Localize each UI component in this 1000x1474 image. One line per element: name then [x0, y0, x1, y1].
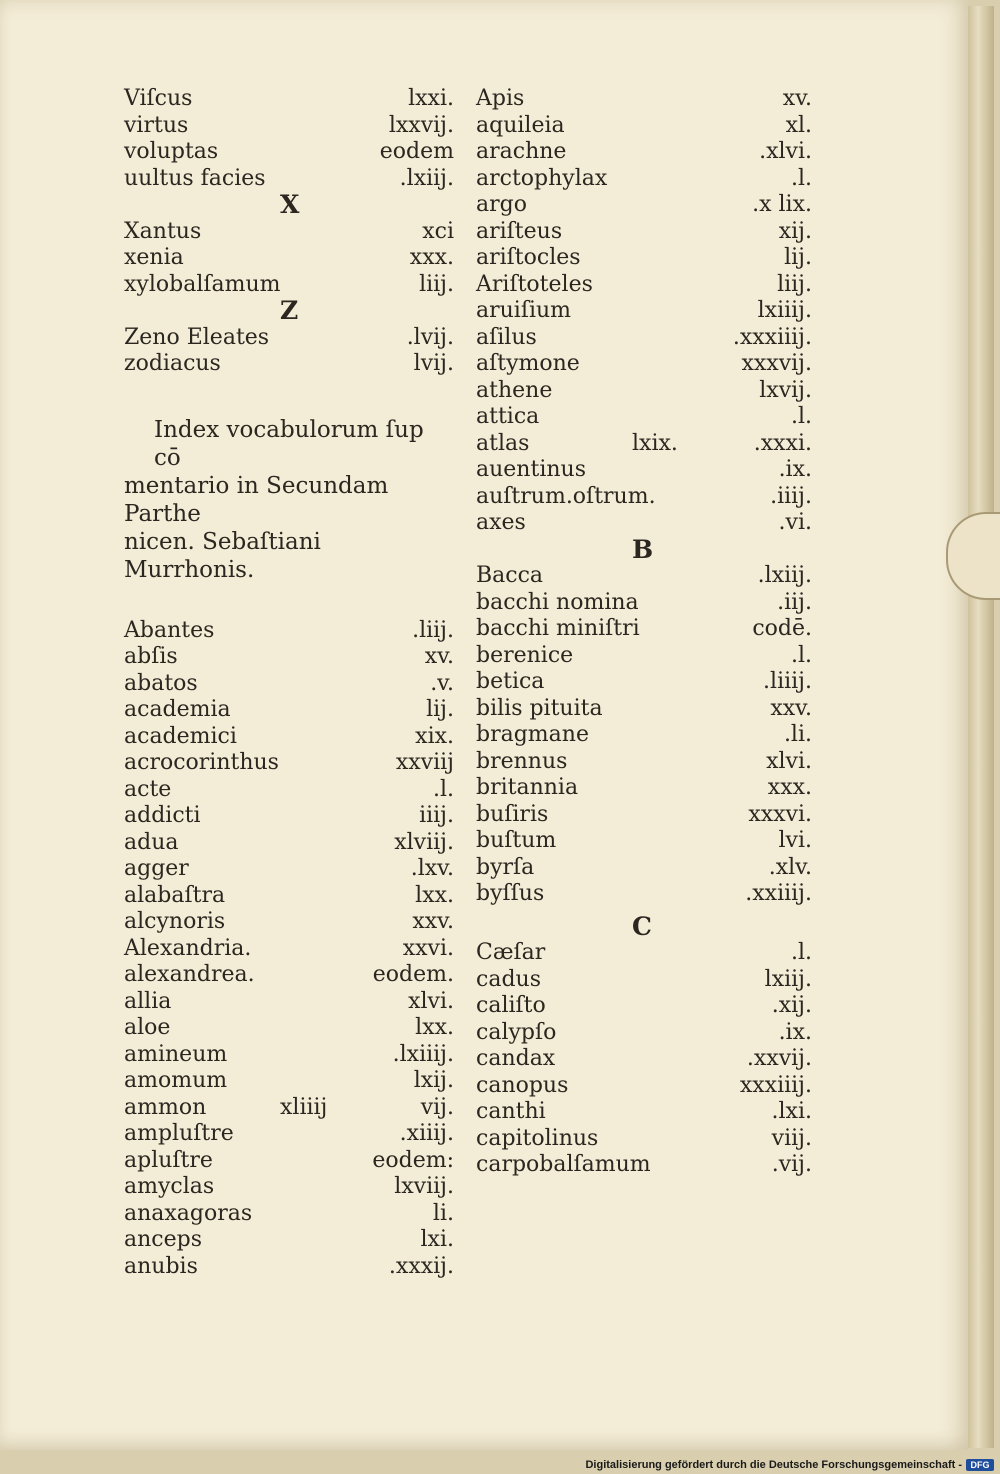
- index-page-ref: .ix.: [778, 457, 812, 482]
- index-page-ref: .lxiij.: [757, 563, 812, 588]
- index-entry: [476, 510, 812, 537]
- index-entry: [124, 671, 454, 698]
- index-page-ref: .liij.: [412, 617, 454, 643]
- index-word: bragmane: [476, 722, 589, 747]
- index-entry: [476, 113, 812, 140]
- index-entry: [476, 967, 812, 994]
- index-word: Abantes: [124, 617, 215, 643]
- index-entry: [476, 325, 812, 352]
- index-word: Xantus: [124, 218, 202, 244]
- index-entry: [124, 883, 454, 910]
- index-page-ref: .l.: [790, 940, 812, 965]
- index-word: aquileia: [476, 112, 565, 138]
- index-entry: [124, 245, 454, 272]
- index-page-ref: lvi.: [778, 828, 812, 853]
- index-page-ref: xxx.: [409, 245, 454, 270]
- index-entry: [476, 431, 812, 458]
- index-page-ref: eodem: [379, 139, 454, 164]
- index-word: abatos: [124, 670, 198, 696]
- index-entry: [124, 1095, 454, 1122]
- index-page-ref: .lxiij.: [399, 165, 454, 191]
- index-word: abſis: [124, 644, 178, 669]
- index-page-ref: .xlv.: [768, 854, 812, 880]
- index-page-ref: xxv.: [412, 909, 454, 934]
- index-word: Cæſar: [476, 940, 546, 965]
- index-entry: [124, 1042, 454, 1069]
- index-entry: [476, 192, 812, 219]
- index-word: capitolinus: [476, 1125, 599, 1151]
- section-heading-b: B: [632, 534, 654, 564]
- index-entry: [476, 1126, 812, 1153]
- index-page-ref: .l.: [432, 776, 454, 802]
- index-entry: [124, 989, 454, 1016]
- index-entry: [124, 909, 454, 936]
- index-page-ref: .v.: [430, 670, 454, 696]
- index-entry: [476, 378, 812, 405]
- index-entry: [124, 1254, 454, 1281]
- index-entry: [124, 1227, 454, 1254]
- index-word: addicti: [124, 803, 201, 828]
- index-entry: [476, 696, 812, 723]
- index-page-ref: lxxvij.: [388, 112, 454, 138]
- index-word: athene: [476, 377, 553, 403]
- index-page-ref: xl.: [785, 112, 812, 138]
- index-entry: [476, 1073, 812, 1100]
- index-page-ref: lxxi.: [408, 86, 454, 111]
- footer: [0, 1456, 1000, 1474]
- index-word: buſtum: [476, 828, 557, 853]
- index-page-ref: .xxiiij.: [745, 881, 812, 906]
- index-word: aruiſium: [476, 298, 572, 323]
- index-entry: [476, 1152, 812, 1179]
- index-word: carpobalſamum: [476, 1152, 651, 1177]
- index-word: brennus: [476, 748, 568, 774]
- index-entry: [476, 802, 812, 829]
- index-word: alabaſtra: [124, 882, 226, 908]
- index-word: auentinus: [476, 457, 586, 482]
- index-word: alcynoris: [124, 909, 226, 934]
- index-page-ref: .iiij.: [770, 483, 812, 509]
- index-word: xenia: [124, 245, 184, 270]
- index-entry: [124, 272, 454, 299]
- index-word: ammon: [124, 1094, 207, 1120]
- index-page-ref: .lvij.: [406, 324, 454, 350]
- index-entry: [476, 993, 812, 1020]
- index-entry: [124, 325, 454, 352]
- index-word: attica: [476, 404, 540, 429]
- index-word: academia: [124, 697, 231, 722]
- index-entry: [124, 219, 454, 246]
- index-word: byrſa: [476, 854, 535, 880]
- index-page-ref: .ix.: [778, 1019, 812, 1045]
- index-word: anaxagoras: [124, 1200, 253, 1226]
- index-page-ref: lij.: [426, 697, 454, 722]
- index-word: ampluſtre: [124, 1121, 234, 1146]
- index-page-ref: xxv.: [770, 695, 812, 721]
- index-entry: [476, 86, 812, 113]
- index-word: zodiacus: [124, 351, 221, 376]
- index-entry: [124, 351, 454, 378]
- index-entry: [476, 563, 812, 590]
- index-page-ref: xlvi.: [766, 748, 812, 774]
- index-word: apluſtre: [124, 1147, 213, 1173]
- index-word: voluptas: [124, 139, 219, 164]
- index-page-ref: .lxi.: [771, 1099, 812, 1124]
- index-word: canthi: [476, 1099, 546, 1124]
- index-word: axes: [476, 510, 526, 535]
- index-entry: [476, 590, 812, 617]
- index-entry: [476, 669, 812, 696]
- index-entry: [124, 139, 454, 166]
- index-entry: [476, 643, 812, 670]
- index-entry: [124, 113, 454, 140]
- index-word: Viſcus: [124, 86, 193, 111]
- index-word: arachne: [476, 139, 567, 164]
- index-page-ref: .vij.: [771, 1152, 812, 1177]
- index-entry: [124, 1201, 454, 1228]
- index-page-ref: .li.: [783, 722, 812, 747]
- index-page-ref: xxxvij.: [741, 351, 812, 376]
- index-word: uultus facies: [124, 165, 266, 191]
- index-extra-ref: lxix.: [632, 430, 678, 456]
- index-page-ref: lxij.: [413, 1068, 454, 1093]
- index-word: anceps: [124, 1227, 202, 1252]
- index-word: buſiris: [476, 801, 549, 827]
- index-entry: [124, 166, 454, 193]
- index-word: anubis: [124, 1253, 198, 1279]
- index-page-ref: lxiiij.: [757, 298, 812, 323]
- index-entry: [476, 166, 812, 193]
- index-page-ref: xxviij: [395, 750, 454, 775]
- index-page-ref: .l.: [790, 165, 812, 191]
- page-edge: [968, 6, 994, 1448]
- index-entry: [476, 749, 812, 776]
- index-page-ref: .xxxi.: [753, 430, 812, 456]
- index-entry: [476, 219, 812, 246]
- index-word: allia: [124, 988, 172, 1014]
- index-page-ref: xxx.: [767, 775, 812, 800]
- index-word: amyclas: [124, 1174, 215, 1199]
- index-entry: [476, 775, 812, 802]
- index-page-ref: xv.: [782, 86, 812, 111]
- index-page-ref: xlviij.: [394, 829, 454, 855]
- index-word: candax: [476, 1046, 556, 1071]
- index-entry: [476, 404, 812, 431]
- index-word: xylobalſamum: [124, 271, 281, 297]
- index-page-ref: xci: [422, 218, 454, 244]
- index-entry: [476, 855, 812, 882]
- index-page-ref: .xxxiiij.: [732, 324, 812, 350]
- index-entry: [476, 616, 812, 643]
- index-word: acrocorinthus: [124, 750, 279, 775]
- index-page-ref: vij.: [420, 1094, 454, 1120]
- index-word: Ariſtoteles: [476, 271, 593, 297]
- index-word: arctophylax: [476, 165, 608, 191]
- index-entry: [124, 697, 454, 724]
- index-page-ref: .xlvi.: [759, 139, 812, 164]
- index-entry: [124, 1121, 454, 1148]
- index-word: byſſus: [476, 881, 545, 906]
- index-word: alexandrea.: [124, 962, 255, 987]
- index-page-ref: .l.: [790, 404, 812, 429]
- index-entry: [476, 139, 812, 166]
- index-word: bacchi miniſtri: [476, 616, 640, 641]
- index-word: Zeno Eleates: [124, 324, 270, 350]
- index-entry: [124, 724, 454, 751]
- index-page-ref: liij.: [419, 271, 454, 297]
- index-page-ref: xlvi.: [408, 988, 454, 1014]
- index-page-ref: .vi.: [778, 510, 812, 535]
- index-entry: [476, 351, 812, 378]
- index-word: amineum: [124, 1041, 228, 1067]
- left-index-column: [124, 86, 454, 1280]
- index-page-ref: .liiij.: [763, 669, 812, 694]
- index-word: agger: [124, 856, 189, 881]
- index-word: virtus: [124, 112, 189, 138]
- index-word: berenice: [476, 642, 574, 668]
- index-entry: [124, 1148, 454, 1175]
- index-title: [124, 416, 454, 584]
- index-entry: [124, 830, 454, 857]
- index-entry: [476, 1099, 812, 1126]
- index-word: britannia: [476, 775, 579, 800]
- index-entry: [124, 644, 454, 671]
- index-word: ariſteus: [476, 218, 563, 244]
- funding-notice: Digitalisierung gefördert durch die Deutsche Forschungsgemeinschaft -: [585, 1459, 962, 1471]
- section-heading-c: C: [632, 911, 652, 941]
- index-word: caliſto: [476, 993, 546, 1018]
- index-entry: [476, 940, 812, 967]
- index-entry: [476, 722, 812, 749]
- index-page-ref: liij.: [777, 271, 812, 297]
- index-page-ref: viij.: [771, 1125, 812, 1151]
- index-page-ref: .x lix.: [752, 192, 812, 217]
- index-word: betica: [476, 669, 545, 694]
- index-page-ref: eodem.: [372, 962, 454, 987]
- index-word: amomum: [124, 1068, 228, 1093]
- index-page-ref: xxxvi.: [748, 801, 812, 827]
- index-entry: [124, 86, 454, 113]
- index-word: aſtymone: [476, 351, 580, 376]
- index-page-ref: lxviij.: [394, 1174, 454, 1199]
- index-entry: [476, 881, 812, 908]
- index-word: argo: [476, 192, 527, 217]
- index-page-ref: eodem:: [372, 1147, 454, 1173]
- index-page-ref: xij.: [778, 218, 812, 244]
- index-page-ref: .xij.: [771, 993, 812, 1018]
- index-extra-ref: xliiij: [280, 1094, 328, 1120]
- index-entry: [124, 1174, 454, 1201]
- index-page-ref: .iij.: [777, 589, 812, 615]
- index-title-line: Index vocabulorum ſup cō: [154, 416, 424, 471]
- index-page-ref: xv.: [424, 644, 454, 669]
- index-page-ref: lxx.: [415, 882, 454, 908]
- index-word: calypſo: [476, 1019, 557, 1045]
- index-entry: [476, 484, 812, 511]
- index-word: bilis pituita: [476, 695, 603, 721]
- index-entry: [476, 1046, 812, 1073]
- index-word: atlas: [476, 430, 530, 456]
- index-word: academici: [124, 723, 237, 749]
- index-word: ariſtocles: [476, 245, 581, 270]
- index-entry: [476, 272, 812, 299]
- index-page-ref: lxx.: [415, 1015, 454, 1040]
- index-entry: [124, 750, 454, 777]
- index-entry: [476, 828, 812, 855]
- index-entry: [124, 777, 454, 804]
- index-entry: [476, 1020, 812, 1047]
- section-heading-z: Z: [280, 296, 299, 325]
- index-entry: [124, 936, 454, 963]
- index-entry: [476, 298, 812, 325]
- index-page-ref: .xxxij.: [388, 1253, 454, 1279]
- index-title-line: nicen. Sebaſtiani Murrhonis.: [124, 528, 321, 583]
- index-entry: [124, 1015, 454, 1042]
- index-word: auſtrum.oſtrum.: [476, 483, 656, 509]
- index-page-ref: .xiiij.: [399, 1121, 454, 1146]
- index-page-ref: codē.: [752, 616, 812, 641]
- index-word: cadus: [476, 966, 541, 992]
- section-heading-x: X: [280, 190, 300, 219]
- index-word: aſilus: [476, 324, 537, 350]
- index-entry: [476, 245, 812, 272]
- index-word: acte: [124, 776, 172, 802]
- index-page-ref: xix.: [415, 723, 454, 749]
- index-entry: [476, 457, 812, 484]
- index-entry: [124, 856, 454, 883]
- index-entry: [124, 1068, 454, 1095]
- right-index-column: [476, 86, 812, 1179]
- index-page-ref: .lxiiij.: [392, 1041, 454, 1067]
- index-page-ref: .xxvij.: [746, 1046, 812, 1071]
- index-page-ref: lxiij.: [764, 966, 812, 992]
- index-entry: [124, 803, 454, 830]
- dfg-logo: DFG: [966, 1459, 994, 1471]
- index-page-ref: iiij.: [419, 803, 454, 828]
- index-page-ref: xxvi.: [402, 935, 454, 961]
- index-word: Alexandria.: [124, 935, 252, 961]
- index-word: bacchi nomina: [476, 589, 639, 615]
- index-page-ref: lij.: [784, 245, 812, 270]
- index-page-ref: lxi.: [420, 1227, 454, 1252]
- index-page-ref: .l.: [790, 642, 812, 668]
- index-title-line: mentario in Secundam Parthe: [124, 472, 389, 527]
- index-page-ref: .lxv.: [410, 856, 454, 881]
- index-entry: [124, 618, 454, 645]
- index-word: adua: [124, 829, 179, 855]
- index-word: Apis: [476, 86, 525, 111]
- index-page-ref: li.: [432, 1200, 454, 1226]
- index-word: Bacca: [476, 563, 544, 588]
- index-word: canopus: [476, 1072, 569, 1098]
- index-page-ref: lvij.: [413, 351, 454, 376]
- index-page-ref: xxxiiij.: [739, 1072, 812, 1098]
- index-entry: [124, 962, 454, 989]
- index-page-ref: lxvij.: [759, 377, 812, 403]
- index-word: aloe: [124, 1015, 171, 1040]
